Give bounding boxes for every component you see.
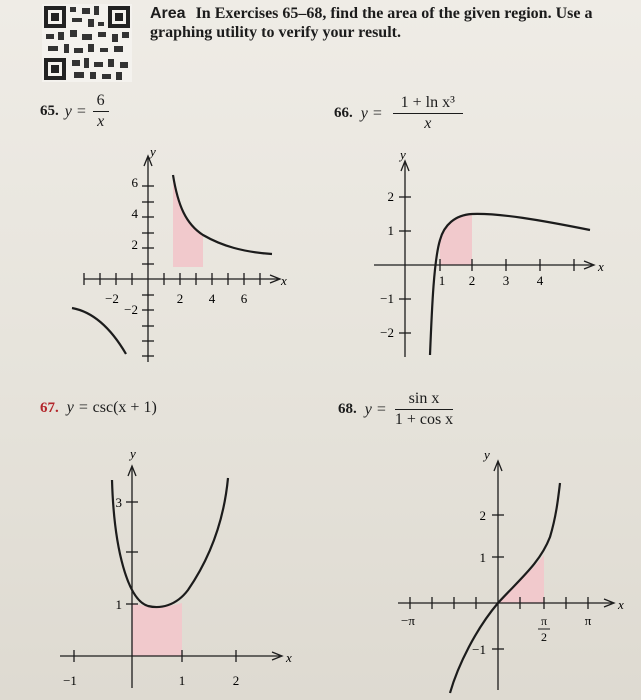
section-label: Area [150,5,186,22]
y-tick-label: 1 [115,597,122,612]
x-tick-label: −2 [105,291,119,306]
graph-67 [48,440,310,690]
equation-lhs: y = [364,400,387,418]
exercise-number: 66. [334,105,353,121]
equation-lhs: y = [360,104,383,122]
numerator: 6 [93,92,109,112]
equation-lhs: y = [66,399,93,416]
instructions-text: In Exercises 65–68, find the area of the given region. Use a graphing utility to verify your result. [150,5,593,41]
denominator: x [97,113,105,130]
y-tick-label: 6 [131,175,138,190]
exercise-instructions [150,4,620,42]
graph-68 [380,445,635,695]
y-tick-label: −2 [380,325,394,340]
qr-code [42,4,132,82]
shaded-region [440,214,472,265]
y-tick-label: 4 [131,206,138,221]
denominator: 1 + cos x [394,411,454,428]
y-tick-label: −1 [380,291,394,306]
x-tick-label: 6 [240,291,248,306]
equation-rhs: csc(x + 1) [92,399,157,416]
x-tick-numerator: π [540,614,548,628]
exercise-66-equation [334,94,463,133]
x-tick-label: 4 [208,291,216,306]
x-tick-label: 4 [536,273,544,288]
x-tick-label: −π [401,613,415,628]
graph-65 [60,140,300,365]
x-tick-label: 2 [232,673,240,688]
numerator: sin x [395,390,454,410]
y-tick-label: 1 [479,550,486,565]
y-tick-label: 2 [387,189,394,204]
x-axis-label: x [598,259,604,274]
axes [398,461,614,690]
curve-branch-left [72,308,126,354]
exercise-67-equation [40,399,157,417]
exercise-65-equation [40,92,109,131]
y-tick-label: 3 [115,495,122,510]
x-tick-label: 1 [178,673,186,688]
x-tick-label: −1 [63,673,77,688]
x-axis-label: x [281,273,287,288]
y-tick-label: 1 [387,223,394,238]
denominator: x [424,115,432,132]
curve [112,478,228,607]
fraction [393,94,463,133]
fraction [395,390,454,429]
equation-lhs: y = [64,102,87,120]
exercise-number: 68. [338,401,357,417]
x-axis-label: x [286,650,292,665]
x-tick-denominator: 2 [541,630,547,644]
x-tick-label-fraction [538,614,550,644]
y-tick-label: 2 [131,237,138,252]
y-tick-label: −2 [124,302,138,317]
x-tick-label: 2 [176,291,184,306]
x-axis-label: x [618,597,624,612]
y-axis-label: y [130,446,136,461]
graph-66 [360,145,615,360]
numerator: 1 + ln x³ [393,94,463,114]
axes [374,161,594,357]
y-axis-label: y [484,447,490,462]
exercise-68-equation [338,390,453,429]
y-tick-label: 2 [479,508,486,523]
y-axis-label: y [400,147,406,162]
x-tick-label: 3 [502,273,510,288]
x-tick-label: π [584,613,592,628]
x-tick-label: 2 [468,273,476,288]
y-tick-label: −1 [472,642,486,657]
exercise-number: 65. [40,103,59,119]
fraction [93,92,109,131]
y-axis-label: y [150,144,156,159]
exercise-number: 67. [40,399,59,416]
shaded-region [132,603,182,656]
x-tick-label: 1 [438,273,446,288]
